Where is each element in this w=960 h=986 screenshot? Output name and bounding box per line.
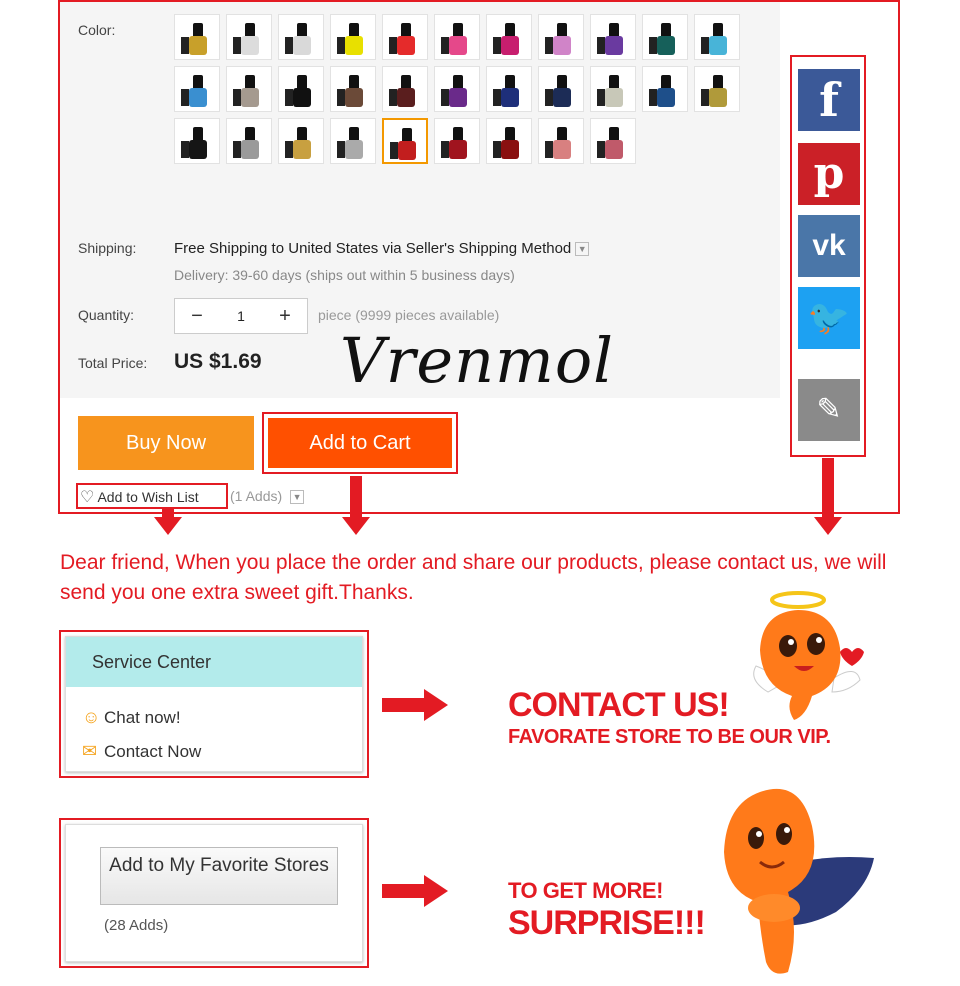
color-swatch[interactable] [538, 14, 584, 60]
nail-polish-bottle-icon [501, 127, 519, 159]
color-swatch[interactable] [642, 14, 688, 60]
chat-now-link[interactable] [82, 707, 181, 728]
surprise-heading: SURPRISE!!! [508, 904, 705, 942]
favorite-store-box [65, 824, 363, 962]
arrow-down-icon [350, 476, 362, 518]
nail-polish-bottle-icon [293, 75, 311, 107]
wish-list-label: Add to Wish List [97, 489, 199, 505]
quantity-label: Quantity: [78, 307, 135, 323]
add-to-wish-list-link[interactable] [80, 487, 199, 507]
delivery-note: Delivery: 39-60 days (ships out within 5 business days) [174, 267, 515, 283]
nail-polish-bottle-icon [241, 23, 259, 55]
color-swatch[interactable] [538, 118, 584, 164]
buy-now-button[interactable]: Buy Now [78, 416, 254, 470]
arrow-right-icon [382, 698, 426, 712]
color-swatch[interactable] [642, 66, 688, 112]
heart-icon: ♡ [80, 489, 95, 506]
nail-polish-bottle-icon [605, 127, 623, 159]
color-swatch[interactable] [590, 118, 636, 164]
nail-polish-bottle-icon [189, 75, 207, 107]
color-swatch-grid [174, 14, 764, 164]
color-swatch[interactable] [434, 66, 480, 112]
arrow-down-icon [822, 458, 834, 518]
contact-us-heading: CONTACT US! [508, 686, 729, 724]
color-swatch[interactable] [694, 66, 740, 112]
nail-polish-bottle-icon [241, 127, 259, 159]
quantity-input[interactable]: 1 [237, 308, 245, 324]
chevron-down-icon[interactable]: ▼ [290, 490, 304, 504]
share-bar [790, 55, 866, 457]
color-swatch[interactable] [330, 14, 376, 60]
nail-polish-bottle-icon [657, 75, 675, 107]
color-swatch[interactable] [226, 14, 272, 60]
promo-message: Dear friend, When you place the order and share our products, please contact us, we will send you one extra sweet gift.Thanks. [60, 551, 887, 604]
favorite-count: (28 Adds) [104, 917, 169, 934]
nail-polish-bottle-icon [189, 23, 207, 55]
nail-polish-bottle-icon [553, 23, 571, 55]
arrow-right-head [424, 689, 448, 721]
arrow-down-head [154, 517, 182, 535]
quantity-stepper [174, 298, 308, 334]
contact-now-link[interactable] [82, 741, 201, 762]
color-swatch[interactable] [278, 14, 324, 60]
shipping-method-text: Free Shipping to United States via Seller's Shipping Method [174, 240, 572, 257]
color-swatch[interactable] [330, 118, 376, 164]
service-center-title: Service Center [66, 637, 362, 687]
nail-polish-bottle-icon [397, 23, 415, 55]
color-swatch[interactable] [590, 14, 636, 60]
total-price-value: US $1.69 [174, 350, 262, 373]
angel-mascot-icon [748, 588, 888, 724]
nail-polish-bottle-icon [241, 75, 259, 107]
total-price-label: Total Price: [78, 355, 148, 371]
vk-share-button[interactable]: vk [798, 215, 860, 277]
nail-polish-bottle-icon [293, 127, 311, 159]
nail-polish-bottle-icon [345, 23, 363, 55]
nail-polish-bottle-icon [345, 75, 363, 107]
color-swatch[interactable] [434, 14, 480, 60]
chevron-down-icon[interactable]: ▼ [575, 242, 589, 256]
color-label: Color: [78, 22, 116, 38]
color-swatch[interactable] [174, 66, 220, 112]
nail-polish-bottle-icon [397, 75, 415, 107]
shipping-method[interactable] [174, 240, 589, 257]
brand-logo: Vrenmol [340, 324, 614, 397]
arrow-right-icon [382, 884, 426, 898]
hero-mascot-icon [708, 782, 884, 982]
get-more-text: TO GET MORE! [508, 878, 663, 903]
add-to-cart-highlight [262, 412, 458, 474]
nail-polish-bottle-icon [449, 23, 467, 55]
nail-polish-bottle-icon [449, 75, 467, 107]
nail-polish-bottle-icon [501, 23, 519, 55]
color-swatch[interactable] [174, 14, 220, 60]
color-swatch[interactable] [590, 66, 636, 112]
quantity-available-note: piece (9999 pieces available) [318, 307, 500, 323]
nail-polish-bottle-icon [189, 127, 207, 159]
color-swatch[interactable] [330, 66, 376, 112]
nail-polish-bottle-icon [605, 75, 623, 107]
nail-polish-bottle-icon [345, 127, 363, 159]
arrow-down-head [814, 517, 842, 535]
product-panel [58, 0, 900, 514]
chat-icon: ☺ [82, 707, 101, 727]
pinterest-share-button[interactable]: p [798, 143, 860, 205]
service-center-highlight [59, 630, 369, 778]
twitter-share-button[interactable]: 🐦 [798, 287, 860, 349]
envelope-icon: ✉ [82, 741, 98, 761]
add-to-cart-button[interactable]: Add to Cart [268, 418, 452, 468]
chat-now-label: Chat now! [104, 708, 181, 727]
favorite-vip-text: FAVORATE STORE TO BE OUR VIP. [508, 726, 831, 748]
color-swatch[interactable] [486, 14, 532, 60]
quantity-minus-button[interactable]: − [191, 304, 203, 327]
arrow-right-head [424, 875, 448, 907]
color-swatch[interactable] [382, 14, 428, 60]
quantity-plus-button[interactable]: + [279, 304, 291, 327]
color-swatch[interactable] [226, 118, 272, 164]
color-swatch[interactable] [694, 14, 740, 60]
arrow-down-head [342, 517, 370, 535]
favorite-store-highlight [59, 818, 369, 968]
nail-polish-bottle-icon [709, 75, 727, 107]
nail-polish-bottle-icon [293, 23, 311, 55]
color-swatch[interactable] [538, 66, 584, 112]
nail-polish-bottle-icon [657, 23, 675, 55]
nail-polish-bottle-icon [501, 75, 519, 107]
color-swatch[interactable] [174, 118, 220, 164]
shipping-label: Shipping: [78, 240, 137, 256]
color-swatch[interactable] [486, 66, 532, 112]
color-swatch[interactable] [278, 118, 324, 164]
color-swatch[interactable] [434, 118, 480, 164]
color-swatch[interactable] [382, 66, 428, 112]
edit-share-button[interactable]: ✎ [798, 379, 860, 441]
nail-polish-bottle-icon [709, 23, 727, 55]
wish-list-count [230, 488, 304, 504]
nail-polish-bottle-icon [449, 127, 467, 159]
add-to-favorite-stores-button[interactable]: Add to My Favorite Stores [100, 847, 338, 905]
contact-now-label: Contact Now [104, 742, 202, 761]
color-swatch[interactable] [278, 66, 324, 112]
nail-polish-bottle-icon [553, 127, 571, 159]
wish-count-text: (1 Adds) [230, 488, 283, 504]
facebook-share-button[interactable]: f [798, 69, 860, 131]
service-center-box [65, 636, 363, 772]
color-swatch[interactable] [382, 118, 428, 164]
color-swatch[interactable] [226, 66, 272, 112]
nail-polish-bottle-icon [398, 128, 416, 160]
nail-polish-bottle-icon [553, 75, 571, 107]
color-swatch[interactable] [486, 118, 532, 164]
nail-polish-bottle-icon [605, 23, 623, 55]
